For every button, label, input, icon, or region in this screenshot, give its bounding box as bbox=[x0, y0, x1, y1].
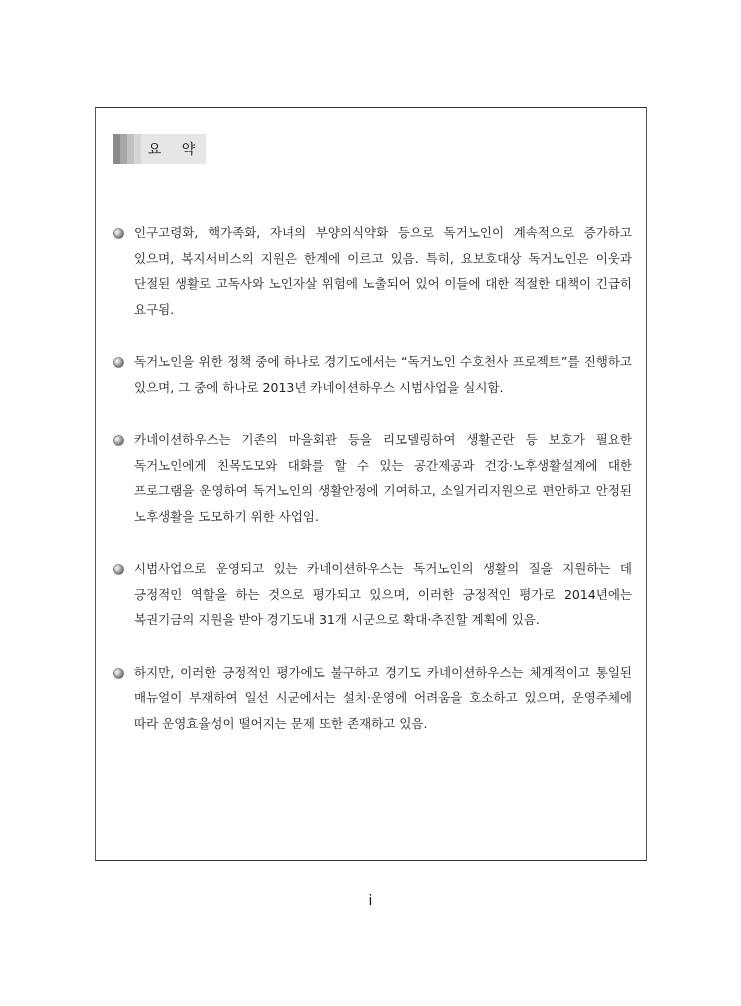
bullet-icon bbox=[113, 357, 124, 368]
bullet-icon bbox=[113, 668, 124, 679]
summary-item-text: 독거노인을 위한 정책 중에 하나로 경기도에서는 “독거노인 수호천사 프로젝트”를 진행하고 있으며, 그 중에 하나로 2013년 카네이션하우스 시범사업을 실시함. bbox=[134, 354, 632, 395]
summary-list bbox=[110, 220, 632, 736]
summary-item-3 bbox=[110, 427, 632, 529]
bullet-icon bbox=[113, 228, 124, 239]
bullet-icon bbox=[113, 435, 124, 446]
summary-item-text: 하지만, 이러한 긍정적인 평가에도 불구하고 경기도 카네이션하우스는 체계적이고 통일된 매뉴얼이 부재하여 일선 시군에서는 설치·운영에 어려움을 호소하고 있으며, 운영주체에 따라 운영효율성이 떨어지는 문제 또한 존재하고 있음. bbox=[134, 664, 632, 731]
section-title-box bbox=[113, 134, 206, 164]
title-gradient-decoration bbox=[113, 134, 141, 164]
summary-item-text: 카네이션하우스는 기존의 마을회관 등을 리모델링하여 생활곤란 등 보호가 필요한 독거노인에게 친목도모와 대화를 할 수 있는 공간제공과 건강·노후생활설계에 대한 프로그램을 운영하여 독거노인의 생활안정에 기여하고, 소일거리지원으로 편안하고 안정된 노후생활을 도모하기 위한 사업임. bbox=[134, 432, 632, 524]
bullet-icon bbox=[113, 564, 124, 575]
summary-item-text: 시범사업으로 운영되고 있는 카네이션하우스는 독거노인의 생활의 질을 지원하는 데 긍정적인 역할을 하는 것으로 평가되고 있으며, 이러한 긍정적인 평가로 2014년에는 복권기금의 지원을 받아 경기도내 31개 시군으로 확대·추진할 계획에 있음. bbox=[134, 561, 632, 627]
summary-item-5 bbox=[110, 660, 632, 737]
page-number: i bbox=[368, 893, 373, 909]
summary-item-4 bbox=[110, 556, 632, 633]
summary-item-text: 인구고령화, 핵가족화, 자녀의 부양의식약화 등으로 독거노인이 계속적으로 증가하고 있으며, 복지서비스의 지원은 한계에 이르고 있음. 특히, 요보호대상 독거노인은 이웃과 단절된 생활로 고독사와 노인자살 위험에 노출되어 있어 이들에 대한 적절한 대책이 긴급히 요구됨. bbox=[134, 225, 632, 317]
section-title: 요 약 bbox=[141, 134, 206, 164]
summary-item-1 bbox=[110, 220, 632, 322]
summary-item-2 bbox=[110, 349, 632, 400]
